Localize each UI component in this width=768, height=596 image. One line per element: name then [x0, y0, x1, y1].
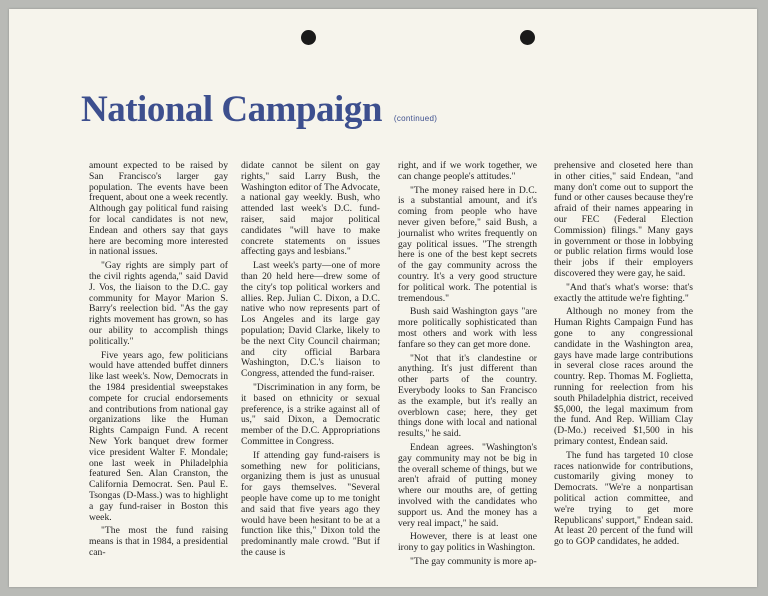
paragraph: Endean agrees. "Washington's gay community may not be big in the overall scheme of things, but we aren't afraid of putting money where our mouths are, of getting involved with the candidates who support us. And the money has a very real impact," he said.: [398, 441, 537, 529]
paragraph: "Not that it's clandestine or anything. It's just different than other parts of the country. Everybody looks to San Francisco as the example, but it's really an overblown case; here, they get things done with local and national results," he said.: [398, 352, 537, 440]
page-title: National Campaign: [81, 89, 382, 130]
paragraph: "The most the fund raising means is that in 1984, a presidential can-: [89, 525, 228, 558]
paragraph: However, there is at least one irony to gay politics in Washington.: [398, 531, 537, 554]
paragraph: The fund has targeted 10 close races nationwide for contributions, customarily giving money to Democrats. "We're a nonpartisan political action committee, and we're trying to get more Republicans' support," Endean said. At least 20 percent of the fund will go to GOP candidates, he added.: [554, 449, 693, 548]
headline: [81, 88, 437, 131]
paragraph: "And that's what's worse: that's exactly the attitude we're fighting.": [554, 281, 693, 304]
paragraph: "Discrimination in any form, be it based on ethnicity or sexual preference, is a strike against all of us," said Dixon, a Democratic member of the D.C. Appropriations Committee in Congress.: [241, 381, 380, 447]
paragraph: "The money raised here in D.C. is a substantial amount, and it's coming from people who have never given before," said Bush, a journalist who writes frequently on gay political issues. "The strength here is one of the best kept secrets of the gay community across the country. It's a very good structure for political work. The potential is tremendous.": [398, 184, 537, 304]
punch-hole-right: [520, 30, 535, 45]
paper-sheet: [9, 9, 757, 587]
punch-hole-left: [301, 30, 316, 45]
paragraph: "The gay community is more ap-: [410, 555, 537, 567]
paragraph: If attending gay fund-raisers is something new for politicians, organizing them is just as unusual for gays themselves. "Several people have come up to me tonight and said that five years ago they would have been hesitant to be at a function like this," Dixon told the predominantly male crowd. "But if the cause is: [241, 449, 380, 558]
paragraph: Bush said Washington gays "are more politically sophisticated than most others and work with less fanfare so they can get more done.: [398, 306, 537, 350]
article-column-4: [554, 161, 693, 548]
paragraph: Five years ago, few politicians would have attended buffet dinners like last week's. Now, Democrats in the 1984 presidential sweepstakes compete for crucial endorsements and contributions from national gay organizations like the Human Rights Campaign Fund. A recent New York banquet drew former vice president Walter F. Mondale; one last week in Philadelphia featured Sen. Alan Cranston, the California Democrat. Sen. Paul E. Tsongas (D-Mass.) was to highlight a gay fund-raiser in Boston this week.: [89, 349, 228, 523]
paragraph: "Gay rights are simply part of the civil rights agenda," said David J. Vos, the liaison to the D.C. gay community for Mayor Marion S. Barry's reelection bid. "As the gay rights movement has grown, so has our ability to accomplish things politically.": [89, 260, 228, 347]
paragraph: amount expected to be raised by San Francisco's larger gay population. The events have been frequent, about one a week recently. Although gay political fund raising for local candidates is not new, Endean and others say that gays here are becoming more interested in national issues.: [89, 160, 228, 258]
paragraph: Last week's party—one of more than 20 held here—drew some of the city's top political workers and allies. Rep. Julian C. Dixon, a D.C. native who now represents part of Los Angeles and its large gay population; David Clarke, likely to be the next City Council chairman; and city official Barbara Washington, D.C.'s liaison to Congress, attended the fund-raiser.: [241, 260, 380, 380]
paragraph: didate cannot be silent on gay rights," said Larry Bush, the Washington editor of The Advocate, a national gay weekly. Bush, who attended last week's D.C. fund-raiser, said major political candidates "will have to make concrete statements on issues affecting gays and lesbians.": [241, 160, 380, 258]
article-column-2: [241, 161, 380, 559]
article-column-1: [89, 161, 228, 559]
continued-label: (continued): [393, 114, 438, 123]
article-column-3: [398, 161, 537, 568]
paragraph: prehensive and closeted here than in other cities," said Endean, "and many don't come out to support the fund or other causes because they're afraid of their names appearing in our FEC (Federal Election Commission) filings." Many gays in government or those in lobbying or public relation firms would lose their jobs if their employers discovered they were gay, he said.: [554, 160, 693, 279]
paragraph: right, and if we work together, we can change people's attitudes.": [398, 160, 537, 182]
paragraph: Although no money from the Human Rights Campaign Fund has gone to any congressional candidate in the Washington area, gays have made large contributions in several close races around the country. Rep. Thomas M. Foglietta, running for reelection from his south Philadelphia district, received $5,000, the legal maximum from the fund. And Rep. William Clay (D-Mo.) received $1,500 in his primary contest, Endean said.: [554, 306, 693, 447]
